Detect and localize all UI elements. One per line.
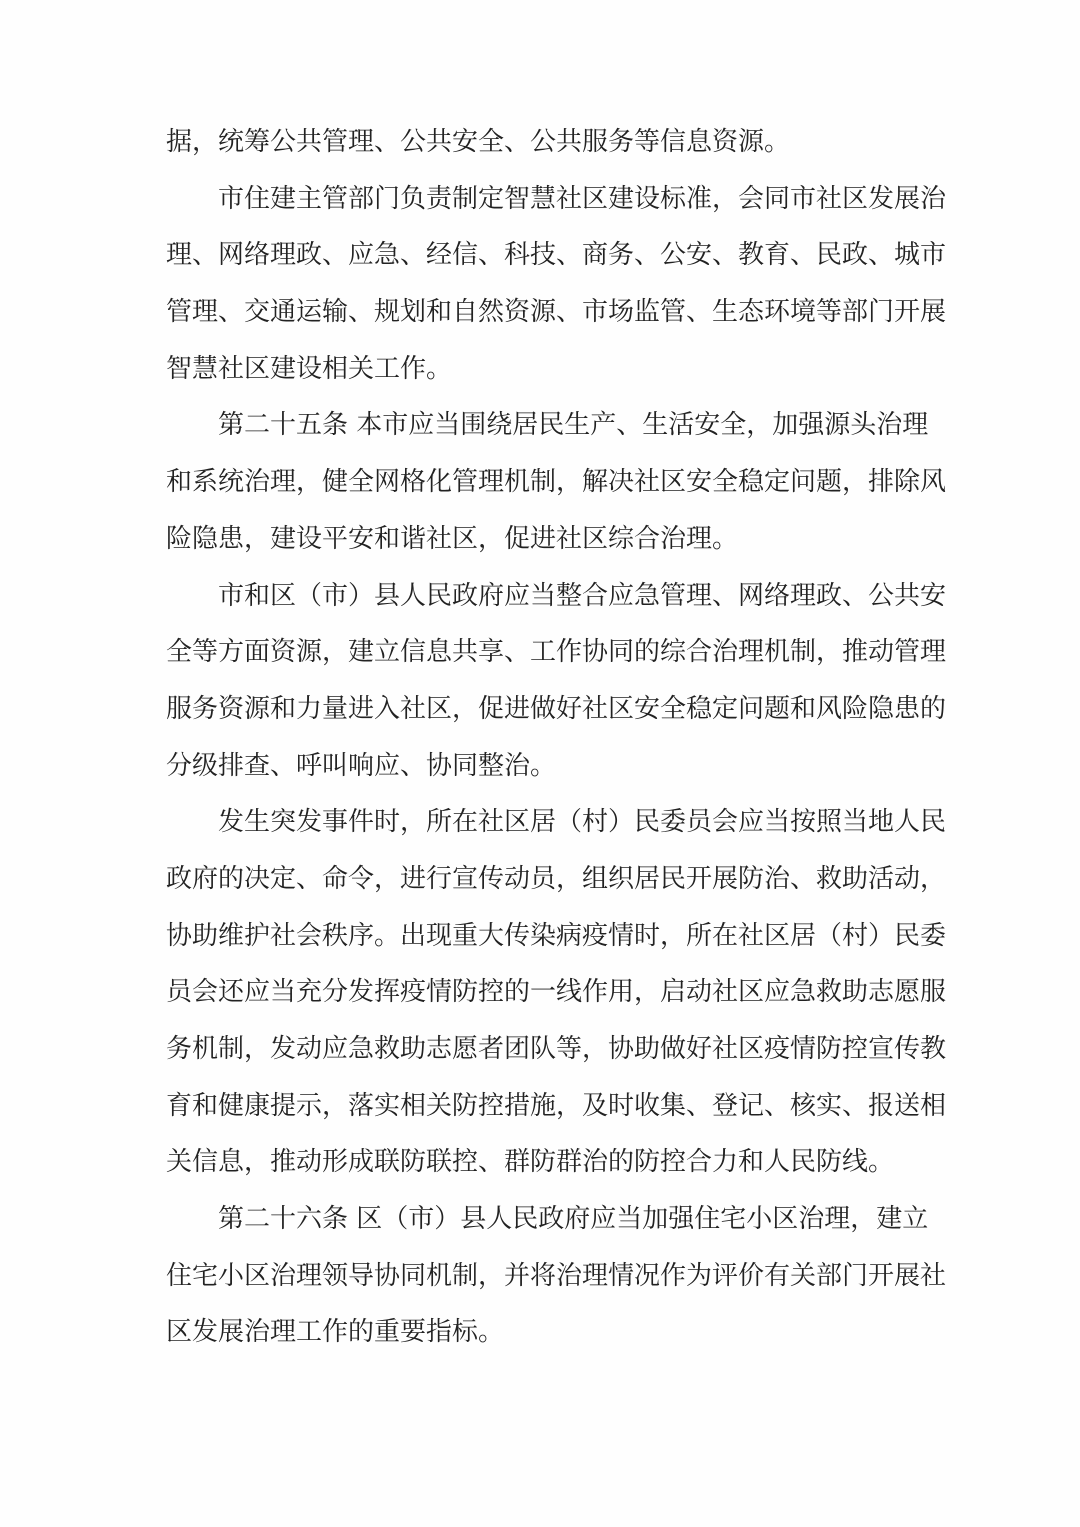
text-line: 区发展治理工作的重要指标。 xyxy=(166,1317,505,1348)
document-body xyxy=(166,127,947,1375)
text-line: 理、网络理政、应急、经信、科技、商务、公安、教育、民政、城市 xyxy=(166,240,947,271)
paragraph-first-line: 发生突发事件时，所在社区居（村）民委员会应当按照当地人民 xyxy=(218,807,947,838)
article-25-heading-line: 第二十五条 本市应当围绕居民生产、生活安全，加强源头治理 xyxy=(218,410,929,441)
text-line: 务机制，发动应急救助志愿者团队等，协助做好社区疫情防控宣传教 xyxy=(166,1034,947,1064)
text-line: 险隐患，建设平安和谐社区，促进社区综合治理。 xyxy=(166,523,739,554)
text-line: 分级排查、呼叫响应、协同整治。 xyxy=(166,750,557,781)
text-line: 管理、交通运输、规划和自然资源、市场监管、生态环境等部门开展 xyxy=(166,297,947,328)
paragraph-first-line: 市和区（市）县人民政府应当整合应急管理、网络理政、公共安 xyxy=(218,580,947,611)
text-line: 员会还应当充分发挥疫情防控的一线作用，启动社区应急救助志愿服 xyxy=(166,977,947,1008)
article-26-heading-line: 第二十六条 区（市）县人民政府应当加强住宅小区治理，建立 xyxy=(218,1204,929,1235)
text-line: 智慧社区建设相关工作。 xyxy=(166,353,453,384)
text-line: 全等方面资源，建立信息共享、工作协同的综合治理机制，推动管理 xyxy=(166,637,947,668)
text-line: 服务资源和力量进入社区，促进做好社区安全稳定问题和风险隐患的 xyxy=(166,693,947,724)
text-line: 和系统治理，健全网格化管理机制，解决社区安全稳定问题，排除风 xyxy=(166,467,947,498)
text-line: 关信息，推动形成联防联控、群防群治的防控合力和人民防线。 xyxy=(166,1147,895,1178)
text-line: 育和健康提示，落实相关防控措施，及时收集、登记、核实、报送相 xyxy=(166,1090,947,1121)
text-line: 协助维护社会秩序。出现重大传染病疫情时，所在社区居（村）民委 xyxy=(166,920,947,951)
text-line: 住宅小区治理领导协同机制，并将治理情况作为评价有关部门开展社 xyxy=(166,1260,947,1291)
text-line: 政府的决定、命令，进行宣传动员，组织居民开展防治、救助活动， xyxy=(166,863,947,894)
text-line: 据，统筹公共管理、公共安全、公共服务等信息资源。 xyxy=(166,127,791,157)
paragraph-first-line: 市住建主管部门负责制定智慧社区建设标准，会同市社区发展治 xyxy=(218,183,947,214)
